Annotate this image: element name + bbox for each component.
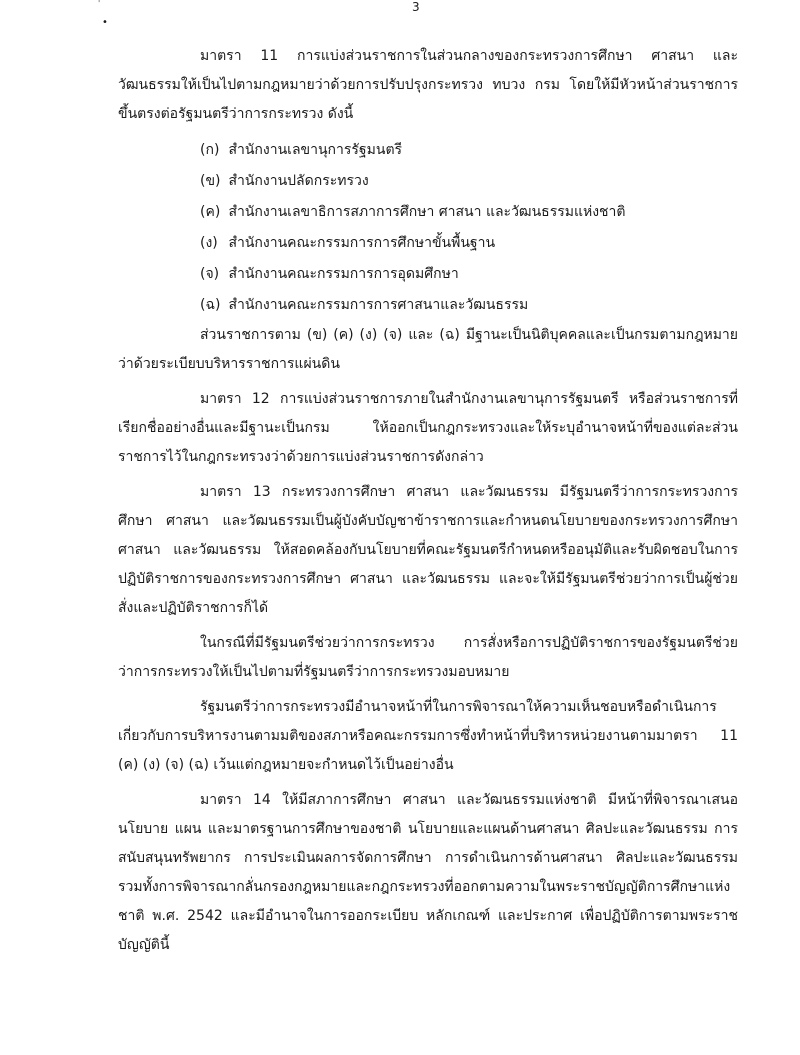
list-item-text: สำนักงานคณะกรรมการการศาสนาและวัฒนธรรม [228, 297, 529, 313]
agency-list [118, 135, 738, 321]
legal-status-paragraph: ส่วนราชการตาม (ข) (ค) (ง) (จ) และ (ฉ) มีฐานะเป็นนิติบุคคลและเป็นกรมตามกฎหมายว่าด้วยระเบียบบริหารราชการแผ่นดิน [118, 327, 738, 372]
list-item-key: (ค) [200, 204, 221, 220]
section-11-paragraph: มาตรา 11 การแบ่งส่วนราชการในส่วนกลางของกระทรวงการศึกษา ศาสนา และวัฒนธรรมให้เป็นไปตามกฎหมายว่าด้วยการปรับปรุงกระทรวง ทบวง กรม โดยให้มีหัวหน้าส่วนราชการขึ้นตรงต่อรัฐมนตรีว่าการกระทรวง ดังนี้ [118, 48, 738, 122]
list-item-key: (ก) [200, 142, 220, 158]
scan-edge-mark: ' [98, 0, 101, 8]
list-item [118, 166, 738, 197]
list-item [118, 228, 738, 259]
list-item-text: สำนักงานคณะกรรมการการอุดมศึกษา [228, 266, 459, 282]
list-item-key: (ง) [200, 235, 218, 251]
bullet-mark: • [102, 17, 108, 28]
deputy-minister-paragraph: ในกรณีที่มีรัฐมนตรีช่วยว่าการกระทรวง การสั่งหรือการปฏิบัติราชการของรัฐมนตรีช่วยว่าการกระทรวงให้เป็นไปตามที่รัฐมนตรีว่าการกระทรวงมอบหมาย [118, 635, 738, 680]
list-item-text: สำนักงานเลขานุการรัฐมนตรี [228, 142, 403, 158]
list-item [118, 197, 738, 228]
list-item [118, 259, 738, 290]
list-item-text: สำนักงานคณะกรรมการการศึกษาขั้นพื้นฐาน [228, 235, 496, 251]
list-item-key: (ฉ) [200, 297, 221, 313]
section-13-paragraph: มาตรา 13 กระทรวงการศึกษา ศาสนา และวัฒนธรรม มีรัฐมนตรีว่าการกระทรวงการศึกษา ศาสนา และวัฒนธรรมเป็นผู้บังคับบัญชาข้าราชการและกำหนดนโยบายของกระทรวงการศึกษา ศาสนา และวัฒนธรรม ให้สอดคล้องกับนโยบายที่คณะรัฐมนตรีกำหนดหรืออนุมัติและรับผิดชอบในการปฏิบัติราชการของกระทรวงการศึกษา ศาสนา และวัฒนธรรม และจะให้มีรัฐมนตรีช่วยว่าการเป็นผู้ช่วยสั่งและปฏิบัติราชการก็ได้ [118, 484, 738, 616]
list-item-text: สำนักงานปลัดกระทรวง [228, 173, 369, 189]
section-14-paragraph: มาตรา 14 ให้มีสภาการศึกษา ศาสนา และวัฒนธรรมแห่งชาติ มีหน้าที่พิจารณาเสนอนโยบาย แผน และมาตรฐานการศึกษาของชาติ นโยบายและแผนด้านศาสนา ศิลปะและวัฒนธรรม การสนับสนุนทรัพยากร การประเมินผลการจัดการศึกษา การดำเนินการด้านศาสนา ศิลปะและวัฒนธรรม รวมทั้งการพิจารณากลั่นกรองกฎหมายและกฎกระทรวงที่ออกตามความในพระราชบัญญัติการศึกษาแห่งชาติ พ.ศ. 2542 และมีอำนาจในการออกระเบียบ หลักเกณฑ์ และประกาศ เพื่อปฏิบัติการตามพระราชบัญญัตินี้ [118, 792, 738, 953]
section-12-paragraph: มาตรา 12 การแบ่งส่วนราชการภายในสำนักงานเลขานุการรัฐมนตรี หรือส่วนราชการที่เรียกชื่ออย่างอื่นและมีฐานะเป็นกรม ให้ออกเป็นกฎกระทรวงและให้ระบุอำนาจหน้าที่ของแต่ละส่วนราชการไว้ในกฎกระทรวงว่าด้วยการแบ่งส่วนราชการดังกล่าว [118, 391, 738, 465]
list-item [118, 135, 738, 166]
list-item-text: สำนักงานเลขาธิการสภาการศึกษา ศาสนา และวัฒนธรรมแห่งชาติ [228, 204, 626, 220]
minister-authority-paragraph: รัฐมนตรีว่าการกระทรวงมีอำนาจหน้าที่ในการพิจารณาให้ความเห็นชอบหรือดำเนินการเกี่ยวกับการบริหารงานตามมติของสภาหรือคณะกรรมการซึ่งทำหน้าที่บริหารหน่วยงานตามมาตรา 11 (ค) (ง) (จ) (ฉ) เว้นแต่กฎหมายจะกำหนดไว้เป็นอย่างอื่น [118, 699, 738, 773]
list-item-key: (จ) [200, 266, 220, 282]
list-item-key: (ข) [200, 173, 221, 189]
list-item [118, 290, 738, 321]
page-number: 3 [412, 0, 420, 14]
document-body [118, 42, 738, 966]
